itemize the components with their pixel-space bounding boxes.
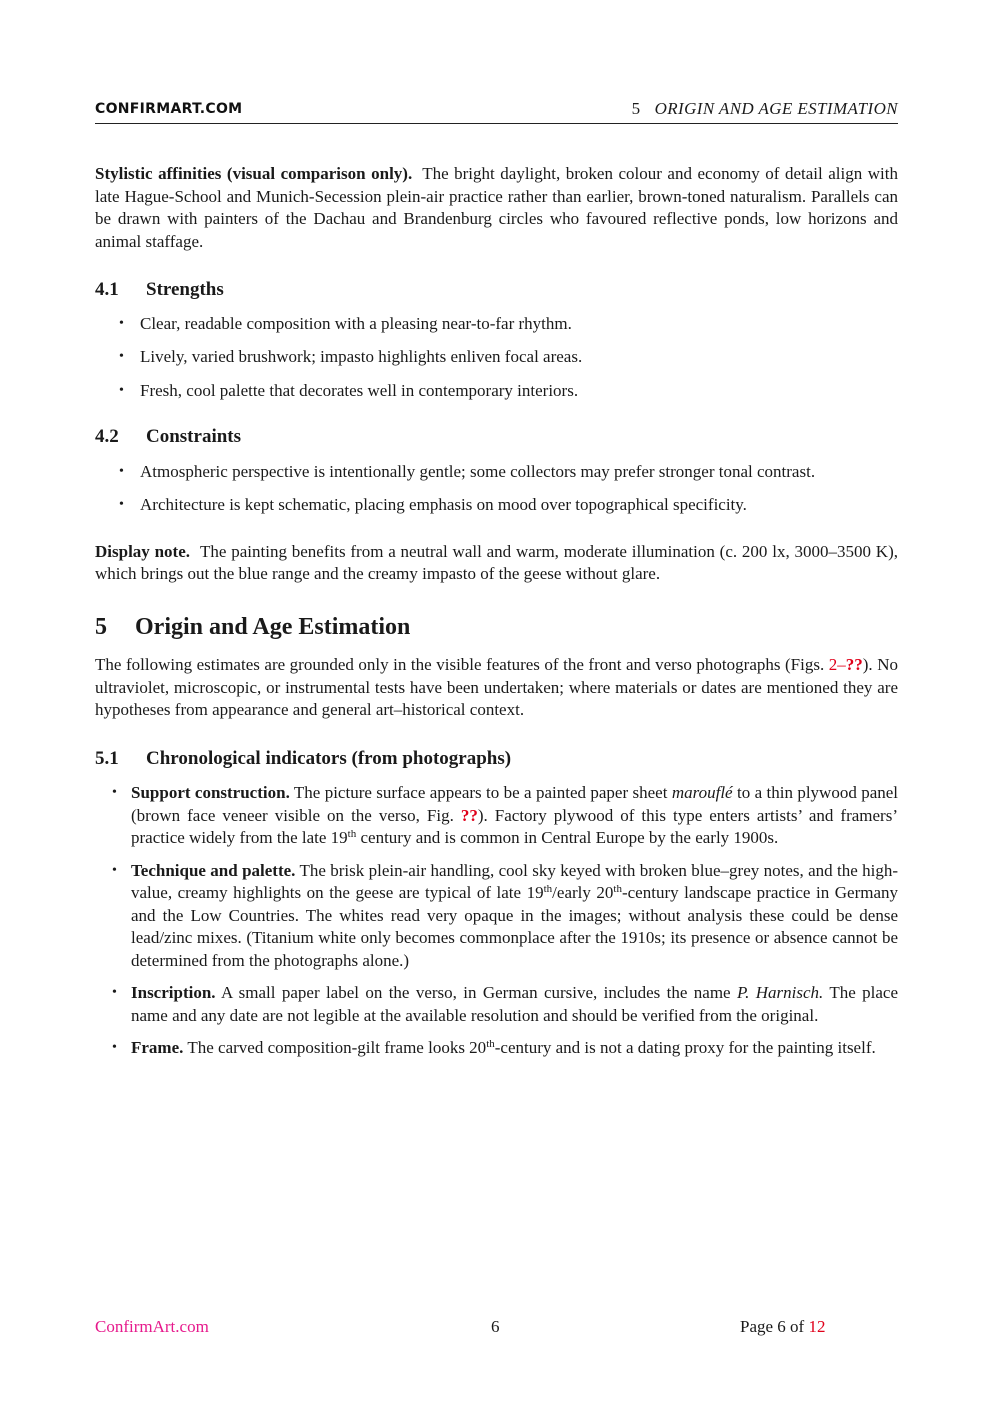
superscript: th — [613, 883, 622, 895]
display-note-paragraph — [95, 541, 898, 586]
indicator-text: The carved composition-gilt frame looks 20 — [187, 1038, 487, 1057]
indicator-text: The brisk plein-air handling, cool sky keyed with broken blue–grey notes, and the high-value, creamy highlights on the geese are typical of late 19 — [131, 860, 898, 902]
superscript: th — [486, 1038, 495, 1050]
indicator-text: ). Factory plywood of this type enters artists’ and framers’ practice widely from the late 19 — [131, 805, 898, 847]
header-section-number: 5 — [631, 99, 641, 118]
section-5-1-title: Chronological indicators (from photographs) — [146, 747, 512, 769]
page-footer — [95, 1317, 898, 1339]
indicator-label: Technique and palette. — [131, 860, 296, 880]
header-logo[interactable]: CONFIRMART.COM — [95, 101, 243, 117]
stylistic-paragraph — [95, 163, 898, 253]
display-text: The painting benefits from a neutral wall and warm, moderate illumination (c. 200 lx, 3000–3500 K), which brings out the blue range and the creamy impasto of the geese without glare. — [95, 541, 898, 583]
section-4-1-title: Strengths — [146, 279, 224, 300]
section-5-1-heading — [95, 748, 898, 771]
strengths-list — [95, 313, 898, 403]
section-5-title: Origin and Age Estimation — [135, 613, 411, 640]
indicator-text: The picture surface appears to be a painted paper sheet — [293, 783, 672, 802]
missing-ref-link[interactable]: ?? — [845, 655, 863, 674]
section-4-2-heading — [95, 426, 898, 449]
section-5-heading — [95, 613, 898, 640]
indicator-text: century and is common in Central Europe by the early 1900s. — [356, 828, 779, 847]
indicator-frame — [95, 1037, 898, 1060]
indicator-label: Inscription. — [131, 983, 216, 1002]
indicator-text: /early 20 — [552, 883, 614, 902]
footer-page-count — [740, 1317, 825, 1337]
superscript: th — [347, 828, 357, 840]
header-section-title — [632, 99, 898, 119]
intro-text-a: The following estimates are grounded only in the visible features of the front and verso photographs (Figs. — [95, 655, 829, 674]
indicator-label: Frame. — [131, 1038, 184, 1057]
display-runin-heading: Display note. — [95, 541, 191, 561]
intro-text-b: ). No ultraviolet, microscopic, or instrumental tests have been undertaken; where materials or dates are mentioned they are hypotheses from appearance and general art–historical context. — [95, 655, 898, 719]
figure-ref-link[interactable]: 2 — [828, 655, 838, 674]
stylistic-runin-heading: Stylistic affinities (visual comparison only). — [95, 164, 413, 183]
indicator-italic: marouflé — [671, 783, 733, 802]
running-header — [95, 99, 898, 124]
page-body — [95, 163, 898, 1070]
section-5-number: 5 — [95, 613, 107, 640]
missing-ref-link[interactable]: ?? — [460, 805, 478, 825]
indicator-inscription — [95, 982, 898, 1027]
footer-total-pages-link[interactable]: 12 — [808, 1317, 826, 1336]
indicator-text: The place name and any date are not legible at the available resolution and should be verified from the original. — [131, 983, 898, 1025]
list-item: • Clear, readable composition with a pleasing near-to-far rhythm. — [95, 313, 898, 336]
superscript: th — [543, 883, 553, 895]
indicator-support — [95, 782, 898, 850]
list-item: • Lively, varied brushwork; impasto highlights enliven focal areas. — [95, 346, 898, 369]
list-item: • Atmospheric perspective is intentionally gentle; some collectors may prefer stronger tonal contrast. — [95, 461, 898, 484]
list-item: • Fresh, cool palette that decorates well in contemporary interiors. — [95, 380, 898, 403]
section-4-1-heading — [95, 279, 898, 302]
indicator-text: -century landscape practice in Germany and the Low Countries. The whites read very opaque in the images; without analysis these could be dense lead/zinc mixes. (Titanium white only becomes commonplace after the 1910s; its presence or absence cannot be determined from the photographs alone.) — [131, 883, 899, 970]
indicator-text: A small paper label on the verso, in German cursive, includes the name — [220, 983, 737, 1002]
indicator-text: -century and is not a dating proxy for the painting itself. — [494, 1038, 876, 1057]
footer-brand-link[interactable]: ConfirmArt.com — [95, 1317, 209, 1336]
header-section-label: ORIGIN AND AGE ESTIMATION — [654, 99, 898, 118]
indicator-technique — [95, 860, 898, 973]
section-4-2-number: 4.2 — [95, 426, 119, 447]
constraints-list — [95, 461, 898, 517]
section-5-1-number: 5.1 — [95, 747, 119, 769]
list-item: • Architecture is kept schematic, placing emphasis on mood over topographical specificity. — [95, 494, 898, 517]
footer-page-number: 6 — [491, 1317, 500, 1336]
footer-page-prefix: Page 6 of — [740, 1317, 809, 1336]
stylistic-text: The bright daylight, broken colour and economy of detail align with late Hague-School and Munich-Secession plein-air practice rather than earlier, brown-toned naturalism. Parallels can be drawn with painters of the Dachau and Brandenburg circles who favoured reflective ponds, low horizons and animal staffage. — [95, 164, 898, 251]
indicator-italic: P. Harnisch. — [736, 983, 824, 1002]
indicator-text: to a thin plywood panel (brown face veneer visible on the verso, Fig. — [131, 783, 899, 825]
section-5-intro — [95, 654, 898, 722]
intro-dash: – — [837, 655, 846, 674]
section-4-2-title: Constraints — [146, 426, 242, 447]
section-4-1-number: 4.1 — [95, 279, 119, 300]
indicators-list — [95, 782, 898, 1060]
indicator-label: Support construction. — [131, 783, 290, 802]
